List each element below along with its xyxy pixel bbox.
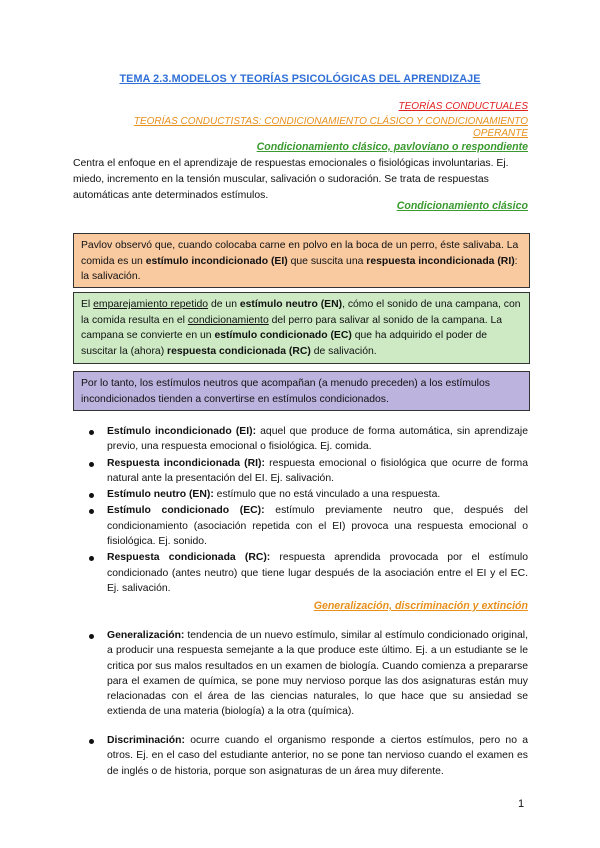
subtitle-conductual-theories: TEORÍAS CONDUCTUALES [398,101,528,112]
definition-text: respuesta emocional o fisiológica que ocurre de forma natural ante la presentación del EI. Ej. salivación. [107,457,528,484]
bullet-icon [89,430,94,435]
box-text: : la salivación. [81,255,518,283]
list-item [85,503,528,549]
definition-text: aquel que produce de forma automática, sin aprendizaje previo, una respuesta emocional o fisiológica. Ej. comida. [107,426,528,453]
box-text: del perro para salivar al sonido de la campana. La campana se convierte en un [81,314,503,342]
list-item [85,733,528,779]
box-text: de salivación. [310,345,377,357]
page-number: 1 [518,798,525,810]
box-text: , cómo el sonido de una campana, con la comida resulta en el [81,299,521,326]
bullet-icon [89,556,94,561]
term-unconditioned-stimulus: estímulo incondicionado (EI) [145,255,288,267]
conclusion-box: Por lo tanto, los estímulos neutros que acompañan (a menudo preceden) a los estímulos incondicionados tienden a convertirse en estímulos condicionados. [73,371,530,411]
box-text: de un [208,299,240,310]
pairing-explanation-box [73,292,530,364]
definition-term: Estímulo neutro (EN): [107,489,214,501]
section-heading-generalization: Generalización, discriminación y extinción [313,600,528,612]
generalization-list [85,628,528,720]
bullet-icon [89,462,94,467]
term-neutral-stimulus: estímulo neutro (EN) [239,299,343,310]
underlined-conditioning: condicionamiento [187,314,269,326]
list-item [85,487,528,502]
concept-text: tendencia de un nuevo estímulo, similar al estímulo condicionado original, a producir una respuesta semejante a la que produce este último. Ej. a un estudiante se le critica por sus malos resultados en un examen de biología. Cuando comienza a prepararse para el examen de química, se pone muy nervioso porque las dos asignaturas están muy relacionadas con el área de las ciencias naturales, lo que hace que su ansiedad se extienda de una materia (biología) a la otra (química). [107,630,528,718]
definitions-list [85,424,528,597]
pavlov-observation-box [73,233,530,288]
definition-text: estímulo que no está vinculado a una respuesta. [213,489,441,501]
list-item [85,550,528,596]
bullet-icon [89,493,94,498]
box-text: El [81,299,94,310]
term-conditioned-stimulus: estímulo condicionado (EC) [214,330,352,342]
concept-term: Generalización: [107,630,185,641]
list-item [85,628,528,720]
bullet-icon [89,739,94,744]
discrimination-list [85,733,528,779]
bullet-icon [89,634,94,639]
term-unconditioned-response: respuesta incondicionada (RI) [366,255,515,267]
subtitle-behaviorist-theories: TEORÍAS CONDUCTISTAS: CONDICIONAMIENTO CLÁSICO Y CONDICIONAMIENTO OPERANTE [133,116,528,140]
definition-term: Estímulo condicionado (EC): [107,505,265,517]
document-title: TEMA 2.3.MODELOS Y TEORÍAS PSICOLÓGICAS DEL APRENDIZAJE [119,73,481,85]
list-item [85,424,528,455]
section-heading-classical-conditioning: Condicionamiento clásico, pavloviano o respondiente [256,141,528,153]
concept-term: Discriminación: [107,735,185,746]
box-text: que suscita una [287,255,367,267]
concept-text: ocurre cuando el organismo responde a ciertos estímulos, pero no a otros. Ej. en el caso del estudiante anterior, no se pone tan nervioso cuando el examen es de inglés o de historia, porque son asignaturas de un área muy diferente. [107,735,528,777]
bullet-icon [89,509,94,514]
underlined-repeated-pairing: emparejamiento repetido [93,299,209,310]
list-item [85,456,528,487]
definition-term: Respuesta incondicionada (RI): [107,457,265,469]
term-conditioned-response: respuesta condicionada (RC) [167,345,311,357]
subheading-classical-conditioning: Condicionamiento clásico [396,200,528,212]
box-text: que ha adquirido el poder de suscitar la (ahora) [81,330,488,357]
box-text: Pavlov observó que, cuando colocaba carne en polvo en la boca de un perro, éste salivaba. La comida es un [81,240,519,267]
intro-paragraph: Centra el enfoque en el aprendizaje de respuestas emocionales o fisiológicas involuntarias. Ej. miedo, incremento en la tensión muscular, salivación o sudoración. Se trata de respuestas automáticas ante determinados estímulos. [73,158,509,201]
definition-text: estímulo previamente neutro que, después del condicionamiento (asociación repetida con el EI) provoca una respuesta emocional o fisiológica. Ej. sonido. [107,505,528,548]
definition-term: Respuesta condicionada (RC): [107,552,271,564]
definition-text: respuesta aprendida provocada por el estímulo condicionado (antes neutro) que tiene lugar después de la asociación entre el EI y el EC. Ej. salivación. [107,552,528,594]
definition-term: Estímulo incondicionado (EI): [107,426,257,437]
